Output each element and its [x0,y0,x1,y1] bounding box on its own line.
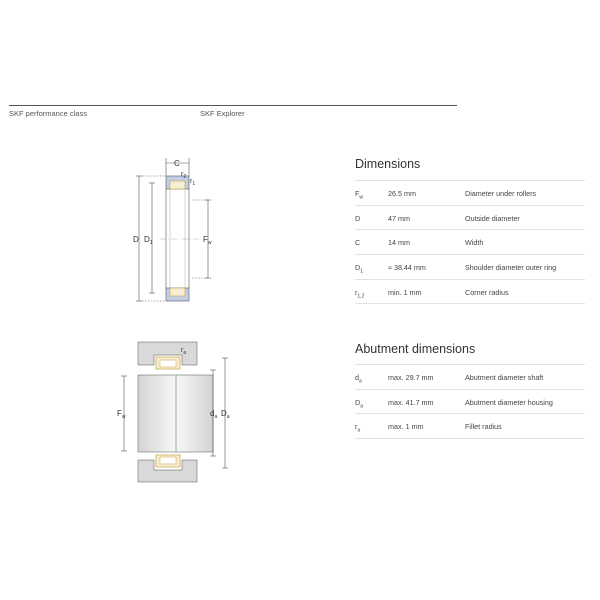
dim-c-label: C [174,159,180,168]
explorer-label: SKF Explorer [200,109,245,118]
abutment-drawing [0,335,260,495]
row-symbol: $d_a$ [355,373,362,385]
table-row [355,364,585,389]
dim-da-housing-label: $D_a$ [221,409,230,420]
row-symbol: $r_{1,2}$ [355,287,365,300]
dimensions-table [355,180,585,304]
header-rule [9,105,457,106]
bearing-cross-section-drawing [0,150,260,310]
row-description: Abutment diameter shaft [465,373,544,382]
row-description: Outside diameter [465,213,520,223]
dimensions-title: Dimensions [355,157,421,171]
row-value: ≈ 38.44 mm [388,263,426,273]
row-description: Diameter under rollers [465,189,537,198]
table-row [355,229,585,254]
abutment-title: Abutment dimensions [355,342,476,356]
row-value: 26.5 mm [388,189,416,198]
dim-fw-abutment-label: $F_w$ [117,409,126,420]
row-value: 14 mm [388,238,410,248]
dim-ra-label: $r_a$ [181,347,187,356]
table-row [355,180,585,205]
row-description: Fillet radius [465,422,502,432]
dim-da-shaft-label: $d_a$ [210,409,218,420]
row-symbol: $D_1$ [355,263,363,275]
dim-fw-label: $F_w$ [203,235,212,246]
table-row [355,254,585,279]
row-symbol: $F_w$ [355,189,364,201]
dim-r1-label: $r_1$ [190,178,196,187]
row-value: 47 mm [388,213,410,223]
row-symbol: D [355,213,361,223]
row-description: Abutment diameter housing [465,397,553,407]
row-description: Corner radius [465,287,509,297]
row-description: Width [465,238,484,248]
dim-d1-label: $D_1$ [144,235,153,246]
row-description: Shoulder diameter outer ring [465,263,557,273]
row-value: min. 1 mm [388,287,422,297]
performance-class-label: SKF performance class [9,109,87,118]
table-row [355,279,585,305]
table-row [355,413,585,439]
dim-r2-label: $r_2$ [181,171,187,180]
row-value: max. 1 mm [388,422,424,432]
row-value: max. 41.7 mm [388,397,434,407]
row-symbol: C [355,238,361,248]
row-symbol: $D_a$ [355,397,363,410]
table-row [355,389,585,414]
row-value: max. 29.7 mm [388,373,434,382]
abutment-table [355,364,585,439]
row-symbol: $r_a$ [355,422,361,434]
table-row [355,205,585,230]
dim-d-label: D [133,235,139,244]
